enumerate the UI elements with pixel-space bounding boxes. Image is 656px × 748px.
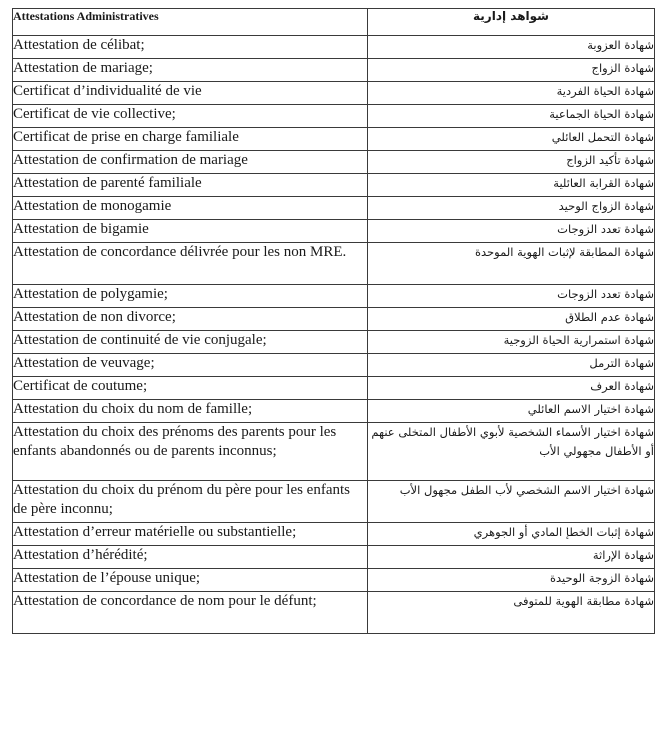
table-row bbox=[13, 569, 655, 592]
french-cell: Attestation d’hérédité; bbox=[13, 546, 368, 569]
french-cell: Certificat de vie collective; bbox=[13, 105, 368, 128]
arabic-cell: شهادة الحياة الجماعية bbox=[368, 105, 655, 128]
french-cell: Attestation du choix du nom de famille; bbox=[13, 400, 368, 423]
french-cell: Attestation de confirmation de mariage bbox=[13, 151, 368, 174]
french-cell: Attestation de polygamie; bbox=[13, 285, 368, 308]
arabic-cell: شهادة المطابقة لإثبات الهوية الموحدة bbox=[368, 243, 655, 285]
arabic-cell: شهادة العرف bbox=[368, 377, 655, 400]
arabic-cell: شهادة اختيار الاسم العائلي bbox=[368, 400, 655, 423]
arabic-cell: شهادة القرابة العائلية bbox=[368, 174, 655, 197]
table-row bbox=[13, 308, 655, 331]
french-cell: Attestation de mariage; bbox=[13, 59, 368, 82]
arabic-cell: شهادة مطابقة الهوية للمتوفى bbox=[368, 592, 655, 634]
french-cell: Attestation de non divorce; bbox=[13, 308, 368, 331]
table-row bbox=[13, 285, 655, 308]
french-cell: Attestation de concordance de nom pour le défunt; bbox=[13, 592, 368, 634]
table-row bbox=[13, 546, 655, 569]
french-cell: Certificat d’individualité de vie bbox=[13, 82, 368, 105]
french-cell: Attestation de monogamie bbox=[13, 197, 368, 220]
table-row bbox=[13, 59, 655, 82]
table-row bbox=[13, 36, 655, 59]
table-row bbox=[13, 400, 655, 423]
table-row bbox=[13, 105, 655, 128]
table-row bbox=[13, 197, 655, 220]
header-french: Attestations Administratives bbox=[13, 9, 368, 36]
arabic-cell: شهادة التحمل العائلي bbox=[368, 128, 655, 151]
french-cell: Attestation de l’épouse unique; bbox=[13, 569, 368, 592]
table-row bbox=[13, 377, 655, 400]
table-header-row bbox=[13, 9, 655, 36]
french-cell: Attestation de veuvage; bbox=[13, 354, 368, 377]
table-row bbox=[13, 220, 655, 243]
french-cell: Attestation de bigamie bbox=[13, 220, 368, 243]
french-cell: Attestation du choix des prénoms des parents pour les enfants abandonnés ou de parents inconnus; bbox=[13, 423, 368, 481]
french-cell: Attestation de célibat; bbox=[13, 36, 368, 59]
arabic-cell: شهادة الإراثة bbox=[368, 546, 655, 569]
arabic-cell: شهادة تعدد الزوجات bbox=[368, 220, 655, 243]
header-arabic: شواهد إدارية bbox=[368, 9, 655, 36]
table-row bbox=[13, 523, 655, 546]
arabic-cell: شهادة عدم الطلاق bbox=[368, 308, 655, 331]
arabic-cell: شهادة استمرارية الحياة الزوجية bbox=[368, 331, 655, 354]
french-cell: Attestation de concordance délivrée pour les non MRE. bbox=[13, 243, 368, 285]
arabic-cell: شهادة الترمل bbox=[368, 354, 655, 377]
table-row bbox=[13, 174, 655, 197]
table-row bbox=[13, 354, 655, 377]
arabic-cell: شهادة تأكيد الزواج bbox=[368, 151, 655, 174]
french-cell: Certificat de coutume; bbox=[13, 377, 368, 400]
french-cell: Attestation du choix du prénom du père pour les enfants de père inconnu; bbox=[13, 481, 368, 523]
french-cell: Attestation d’erreur matérielle ou substantielle; bbox=[13, 523, 368, 546]
table-row bbox=[13, 243, 655, 285]
table-row bbox=[13, 423, 655, 481]
arabic-cell: شهادة إثبات الخطإ المادي أو الجوهري bbox=[368, 523, 655, 546]
table-row bbox=[13, 82, 655, 105]
arabic-cell: شهادة الزواج الوحيد bbox=[368, 197, 655, 220]
arabic-cell: شهادة تعدد الزوجات bbox=[368, 285, 655, 308]
arabic-cell: شهادة اختيار الأسماء الشخصية لأبوي الأطفال المتخلى عنهم أو الأطفال مجهولي الأب bbox=[368, 423, 655, 481]
arabic-cell: شهادة اختيار الاسم الشخصي لأب الطفل مجهول الأب bbox=[368, 481, 655, 523]
arabic-cell: شهادة الحياة الفردية bbox=[368, 82, 655, 105]
arabic-cell: شهادة العزوبة bbox=[368, 36, 655, 59]
french-cell: Certificat de prise en charge familiale bbox=[13, 128, 368, 151]
arabic-cell: شهادة الزواج bbox=[368, 59, 655, 82]
arabic-cell: شهادة الزوجة الوحيدة bbox=[368, 569, 655, 592]
french-cell: Attestation de parenté familiale bbox=[13, 174, 368, 197]
table-row bbox=[13, 128, 655, 151]
table-row bbox=[13, 481, 655, 523]
table-row bbox=[13, 151, 655, 174]
table-row bbox=[13, 331, 655, 354]
french-cell: Attestation de continuité de vie conjugale; bbox=[13, 331, 368, 354]
attestations-table bbox=[12, 8, 655, 634]
table-row bbox=[13, 592, 655, 634]
